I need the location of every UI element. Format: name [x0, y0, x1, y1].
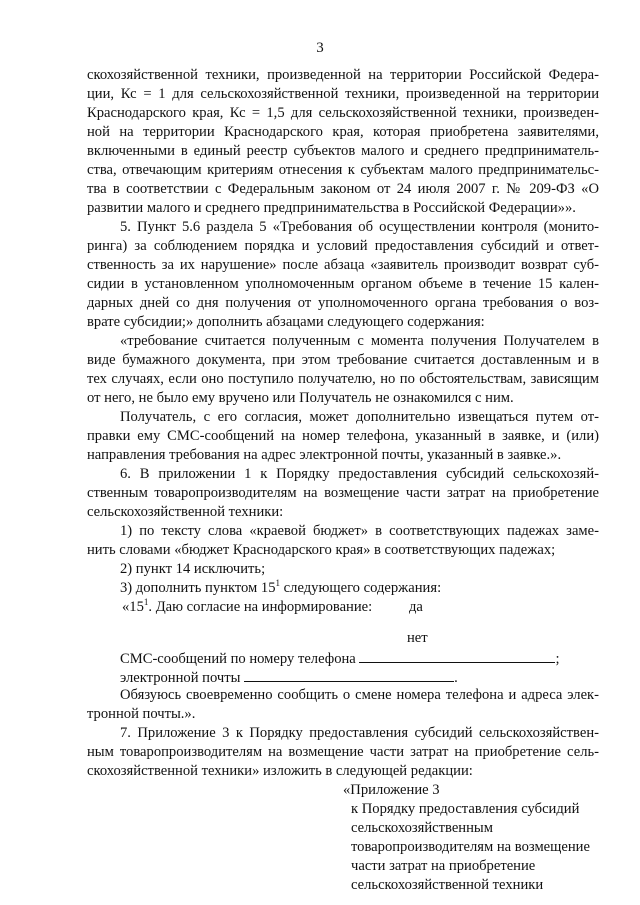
item-text: следующего содержания: [280, 580, 442, 596]
appendix-title: «Приложение 3 [343, 782, 440, 798]
sms-phone-blank[interactable] [359, 649, 555, 663]
paragraph-line: развитии малого и среднего предпринимательства в Российской Федерации»». [87, 200, 576, 216]
option-no: нет [407, 630, 428, 646]
appendix-line: сельскохозяйственной техники [351, 877, 544, 893]
paragraph-line: ринга) за соблюдением порядка и условий предоставления субсидий и ответ- [87, 238, 599, 254]
appendix-line: части затрат на приобретение [351, 858, 536, 874]
paragraph-line: 6. В приложении 1 к Порядку предоставления субсидий сельскохозяй- [120, 466, 599, 482]
appendix-line: сельскохозяйственным [351, 820, 493, 836]
paragraph-line: ции, Кс = 1 для сельскохозяйственной техники, произведенной на территории [87, 86, 599, 102]
paragraph-line: Обязуюсь своевременно сообщить о смене номера телефона и адреса элек- [120, 687, 599, 703]
paragraph-line: правки ему СМС-сообщений на номер телефона, указанный в заявке, и (или) [87, 428, 599, 444]
paragraph-line: ным товаропроизводителям на возмещение части затрат на приобретение сель- [87, 744, 599, 760]
paragraph-line: 7. Приложение 3 к Порядку предоставления субсидий сельскохозяйствен- [120, 725, 599, 741]
appendix-line: товаропроизводителям на возмещение [351, 839, 590, 855]
paragraph-line: тва в соответствии с Федеральным законом от 24 июля 2007 г. № 209-ФЗ «О [87, 181, 599, 197]
paragraph-line: включенными в единый реестр субъектов малого и среднего предприниматель- [87, 143, 599, 159]
consent-text: . Даю согласие на информирование: [148, 599, 373, 615]
email-label: электронной почты [120, 670, 241, 686]
email-field-line [120, 668, 599, 685]
option-yes: да [409, 599, 423, 615]
email-end: . [454, 670, 458, 686]
list-item [120, 580, 632, 597]
item-text: 3) дополнить пунктом 15 [120, 580, 276, 596]
paragraph-line: «требование считается полученным с момента получения Получателем в [120, 333, 599, 349]
sms-end: ; [555, 651, 560, 667]
paragraph-line: сельскохозяйственной техники: [87, 504, 284, 520]
paragraph-line: ственность за их нарушение» после абзаца «заявитель производит возврат суб- [87, 257, 599, 273]
superscript: 1 [275, 578, 281, 589]
paragraph-line: скохозяйственной техники» изложить в следующей редакции: [87, 763, 473, 779]
paragraph-line: виде бумажного документа, при этом требование считается доставленным и в [87, 352, 599, 368]
paragraph-line: ства, отвечающим критериям отнесения к субъектам малого предпринимательс- [87, 162, 599, 178]
paragraph-line: сидии в установленном уполномоченным органом объеме в течение 15 кален- [87, 276, 599, 292]
paragraph-line: Получатель, с его согласия, может дополнительно извещаться путем от- [120, 409, 599, 425]
paragraph-line: дарных дней со дня получения от уполномоченного органа требования о воз- [87, 295, 599, 311]
paragraph-line: тронной почты.». [87, 706, 196, 722]
paragraph-line: от него, не было ему вручено или Получатель не ознакомился с ним. [87, 390, 514, 406]
consent-line [122, 599, 634, 616]
paragraph-line: ственным товаропроизводителям на возмещение части затрат на приобретение [87, 485, 599, 501]
list-item: 2) пункт 14 исключить; [120, 561, 266, 577]
paragraph-line: Краснодарского края, Кс = 1,5 для сельскохозяйственной техники, произведен- [87, 105, 599, 121]
paragraph-line: 5. Пункт 5.6 раздела 5 «Требования об осуществлении контроля (монито- [120, 219, 599, 235]
email-blank[interactable] [244, 668, 454, 682]
superscript: 1 [143, 597, 149, 608]
paragraph-line: врате субсидии;» дополнить абзацами следующего содержания: [87, 314, 485, 330]
sms-field-line [120, 649, 599, 666]
list-item-line: нить словами «бюджет Краснодарского края» в соответствующих падежах; [87, 542, 556, 558]
list-item-line: 1) по тексту слова «краевой бюджет» в соответствующих падежах заме- [120, 523, 599, 539]
consent-text: «15 [122, 599, 144, 615]
paragraph-line: направления требования на адрес электронной почты, указанный в заявке.». [87, 447, 562, 463]
sms-label: СМС-сообщений по номеру телефона [120, 651, 356, 667]
page-number: 3 [316, 40, 324, 56]
paragraph-line: ной на территории Краснодарского края, которая приобретена заявителями, [87, 124, 599, 140]
appendix-line: к Порядку предоставления субсидий [351, 801, 580, 817]
paragraph-line: тех случаях, если оно поступило получателю, но по обстоятельствам, зависящим [87, 371, 599, 387]
paragraph-line: скохозяйственной техники, произведенной на территории Российской Федера- [87, 67, 599, 83]
